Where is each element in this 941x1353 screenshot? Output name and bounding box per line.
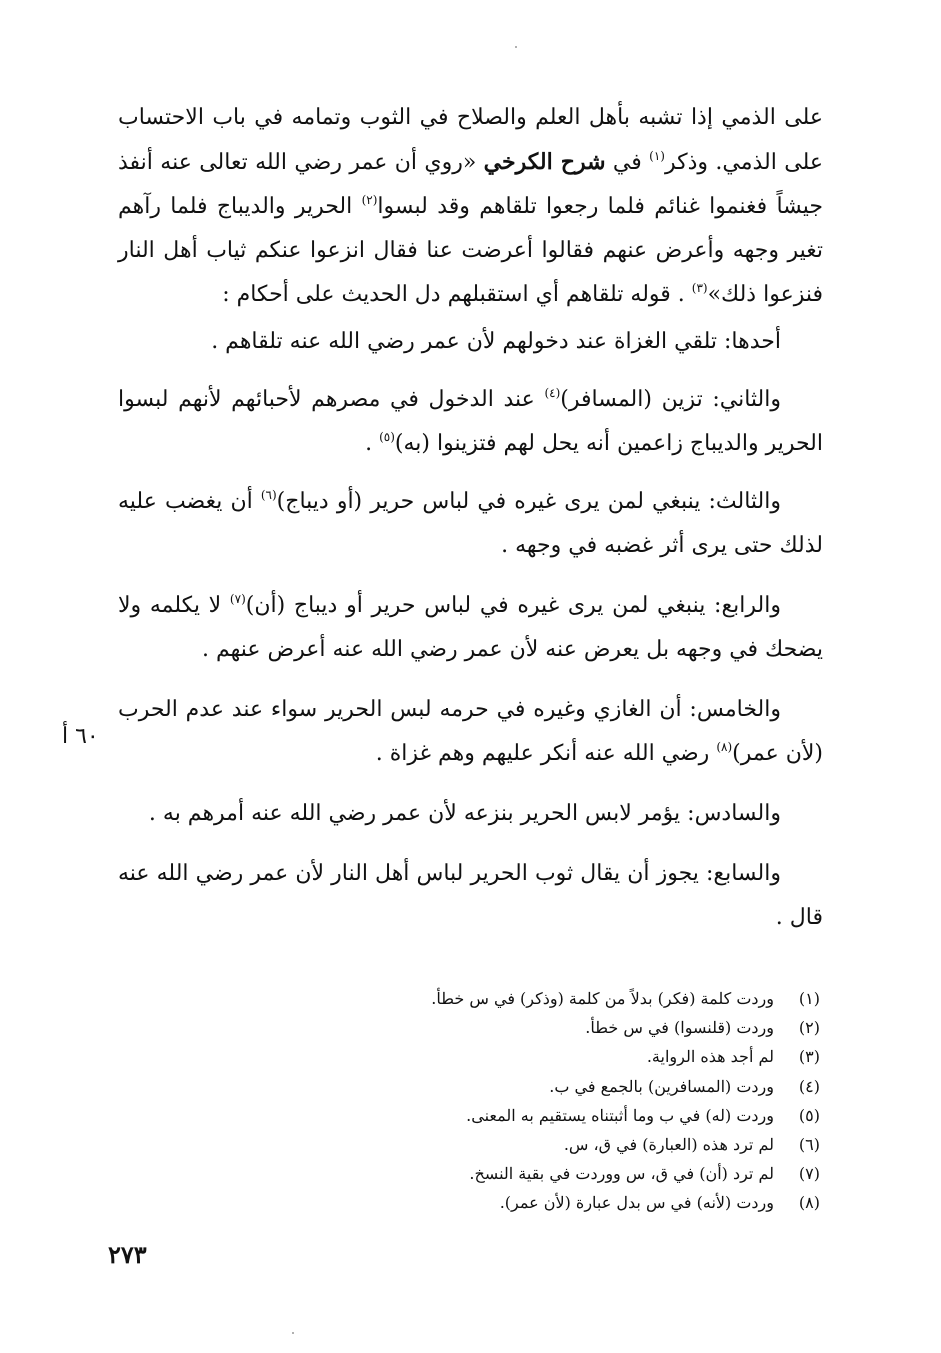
text-run: الحرير والديباج فلما رآهم تغير وجهه وأعرض عنهم فقالوا أعرضت عنا فقال انزعوا عنكم ثياب أهل النار فنزعوا ذلك» [118, 194, 823, 307]
text-run: والرابع: ينبغي لمن يرى غيره في لباس حرير أو ديباج (أن) [245, 593, 781, 618]
paragraph-2 [118, 320, 823, 364]
footnote-text: لم ترد هذه (العبارة) في ق، س. [563, 1135, 774, 1155]
footnote-text: لم ترد (أن) في ق، س ووردت في بقية النسخ. [469, 1164, 774, 1184]
footnote-marker[interactable]: (٦) [260, 488, 277, 502]
footnote-number: (٥) [798, 1105, 820, 1125]
paragraph-4 [118, 480, 823, 568]
footnote-item [300, 1013, 820, 1042]
footnote-item [300, 1159, 820, 1188]
footnote-item [300, 1042, 820, 1071]
footnote-text: وردت (المسافرين) بالجمع في ب. [549, 1076, 774, 1096]
text-run: والسابع: يجوز أن يقال ثوب الحرير لباس أهل النار لأن عمر رضي الله عنه قال . [118, 861, 823, 930]
text-run: . [365, 431, 380, 456]
text-run: أحدها: تلقي الغزاة عند دخولهم لأن عمر رضي الله عنه تلقاهم . [211, 329, 781, 354]
scan-speck [515, 46, 517, 48]
footnote-number: (٤) [798, 1076, 820, 1096]
text-run: على الذمي إذا تشبه بأهل العلم والصلاح في الثوب وتمامه في باب الاحتساب على الذمي. وذكر [118, 105, 823, 175]
footnote-marker[interactable]: (٨) [716, 740, 733, 754]
text-run: «روي أن عمر رضي الله تعالى عنه أنفذ جيشاً فغنموا غنائم فلما رجعوا تلقاهم وقد لبسوا [118, 150, 824, 219]
manuscript-folio-note: ٦٠ أ [62, 724, 99, 749]
footnote-marker[interactable]: (٥) [379, 430, 395, 444]
footnote-marker[interactable]: (٧) [229, 592, 246, 606]
text-run: والثاني: تزين (المسافر) [560, 387, 781, 412]
paragraph-8 [118, 852, 823, 940]
text-run: عند الدخول في مصرهم لأحبائهم لأنهم لبسوا الحرير والديباج زاعمين أنه يحل لهم فتزينوا (به) [118, 387, 823, 456]
footnote-text: وردت كلمة (فكر) بدلاً من كلمة (وذكر) في س خطأ. [431, 989, 774, 1009]
text-run: في [605, 150, 650, 175]
text-run: رضي الله عنه أنكر عليهم وهم غزاة . [375, 741, 717, 766]
footnote-item [300, 984, 820, 1013]
text-run: والسادس: يؤمر لابس الحرير بنزعه لأن عمر رضي الله عنه أمرهم به . [148, 801, 781, 826]
paragraph-6 [118, 688, 823, 776]
footnote-item [300, 1072, 820, 1101]
page-number: ٢٧٣ [108, 1240, 147, 1269]
book-title-bold: شرح الكرخي [483, 149, 606, 175]
footnote-text: وردت (لأنه) في س بدل عبارة (لأن عمر). [499, 1193, 774, 1213]
text-run: والخامس: أن الغازي وغيره في حرمه لبس الحرير سواء عند عدم الحرب (لأن عمر) [118, 697, 823, 766]
paragraph-7 [118, 792, 823, 836]
footnote-text: وردت (له) في ب وما أثبتناه يستقيم به المعنى. [466, 1105, 774, 1125]
footnote-text: وردت (قلنسوا) في س خطأ. [585, 1018, 774, 1038]
footnote-marker[interactable]: (٣) [691, 281, 708, 295]
text-run: لا يكلمه ولا يضحك في وجهه بل يعرض عنه لأن عمر رضي الله عنه أعرض عنهم . [118, 593, 823, 662]
text-run: والثالث: ينبغي لمن يرى غيره في لباس حرير (أو ديباج) [276, 489, 781, 514]
paragraph-3 [118, 378, 823, 466]
footnote-item [300, 1130, 820, 1159]
paragraph-5 [118, 584, 823, 672]
footnotes-list [300, 984, 820, 1218]
text-run: أن يغضب عليه لذلك حتى يرى أثر غضبه في وجهه . [118, 489, 823, 558]
footnote-number: (٨) [798, 1193, 820, 1213]
footnote-marker[interactable]: (٤) [544, 386, 561, 400]
footnote-number: (٣) [798, 1047, 820, 1067]
footnote-item [300, 1101, 820, 1130]
footnote-text: لم أجد هذه الرواية. [646, 1047, 774, 1067]
paragraph-1 [118, 96, 823, 317]
footnote-marker[interactable]: (١) [649, 149, 665, 163]
footnote-item [300, 1188, 820, 1217]
footnote-number: (٦) [798, 1135, 820, 1155]
footnote-number: (٧) [798, 1164, 820, 1184]
footnote-number: (٢) [798, 1018, 820, 1038]
footnote-marker[interactable]: (٢) [361, 193, 378, 207]
text-run: . قوله تلقاهم أي استقبلهم دل الحديث على أحكام : [222, 282, 692, 307]
scan-speck [292, 1332, 294, 1334]
footnote-number: (١) [798, 989, 820, 1009]
